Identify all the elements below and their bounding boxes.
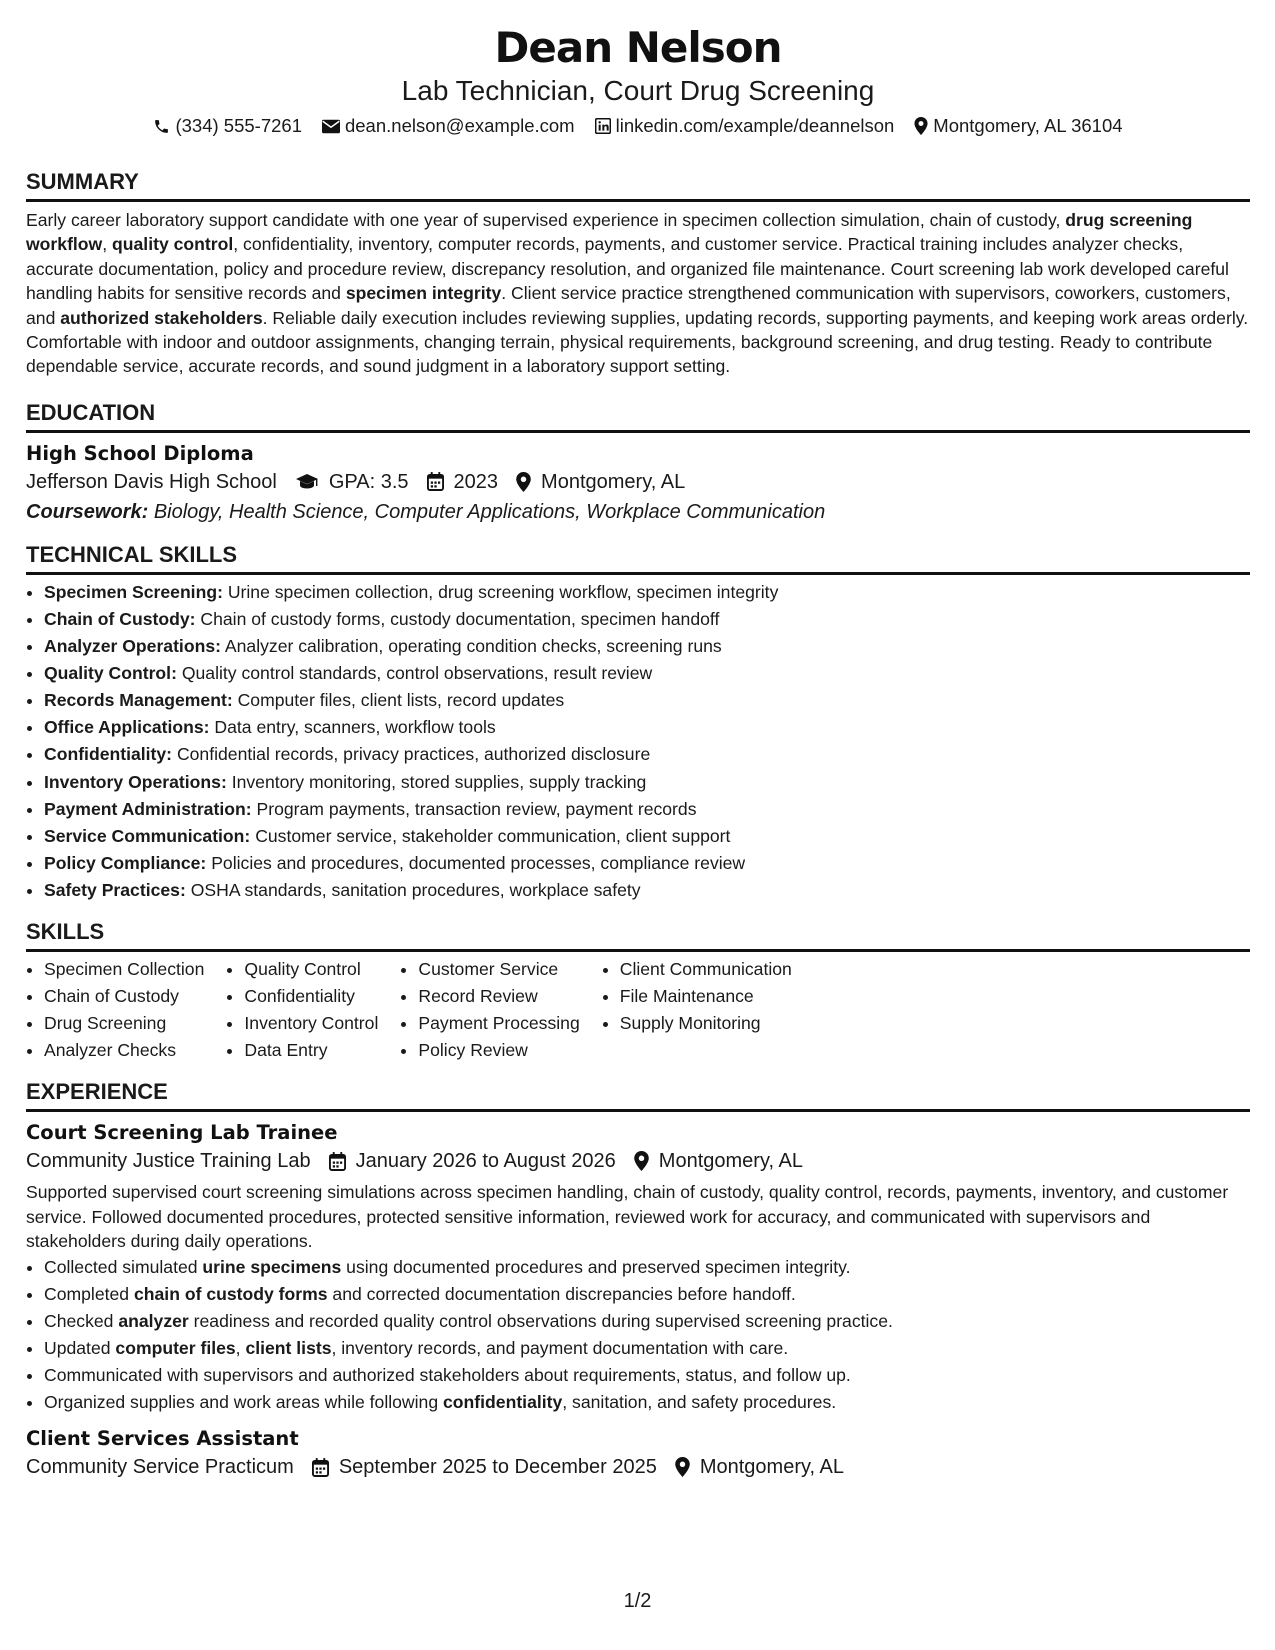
- calendar-icon: [312, 1458, 329, 1477]
- list-item: • Record Review: [418, 983, 579, 1010]
- text-run: using documented procedures and preserved specimen integrity.: [341, 1256, 851, 1277]
- list-item: [44, 714, 1250, 741]
- contact-linkedin[interactable]: [595, 114, 895, 138]
- job-org: Community Justice Training Lab: [26, 1150, 311, 1173]
- skill-text: Policies and procedures, documented processes, compliance review: [211, 852, 746, 873]
- job-description: Supported supervised court screening simulations across specimen handling, chain of custody, quality control, records, payments, inventory, and customer service. Followed documented procedures, protected sensitive information, reviewed work for accuracy, and communicated with supervisors and stakeholders during daily operations.: [26, 1182, 1229, 1252]
- graduation-cap-icon: [295, 473, 319, 491]
- list-item: [44, 769, 1250, 796]
- skill-label: Office Applications:: [44, 717, 210, 738]
- skill-text: Analyzer calibration, operating condition checks, screening runs: [224, 636, 722, 657]
- skill-label: Specimen Screening:: [44, 581, 223, 602]
- job-dates: January 2026 to August 2026: [355, 1150, 616, 1173]
- school-name: Jefferson Davis High School: [26, 470, 277, 493]
- list-item: [44, 796, 1250, 823]
- list-item: • Analyzer Checks: [44, 1037, 204, 1064]
- job-entry: [26, 1120, 1250, 1416]
- contact-email[interactable]: [322, 114, 575, 138]
- skill-text: Customer service, stakeholder communication, client support: [255, 825, 731, 846]
- degree-title: High School Diploma: [26, 441, 254, 465]
- job-location-group: [675, 1452, 844, 1482]
- text-run: Early career laboratory support candidate with one year of supervised experience in specimen collection simulation, chain of custody,: [26, 210, 1066, 230]
- summary-text: [26, 208, 1250, 379]
- candidate-name: Dean Nelson: [494, 23, 782, 72]
- coursework: [26, 497, 1250, 527]
- list-item: [44, 877, 1250, 904]
- linkedin-icon: [595, 118, 611, 134]
- emphasis-text: analyzer: [118, 1310, 189, 1331]
- contact-phone: [153, 114, 302, 138]
- text-run: readiness and recorded quality control observations during supervised screening practice.: [188, 1310, 893, 1331]
- year-text: 2023: [453, 470, 499, 493]
- text-run: and corrected documentation discrepancies before handoff.: [327, 1283, 796, 1304]
- list-item: • Customer Service: [418, 956, 579, 983]
- resume-header: [26, 0, 1250, 138]
- list-item: [44, 823, 1250, 850]
- contact-location: [914, 114, 1122, 138]
- job-meta: [26, 1452, 1250, 1482]
- list-item: [44, 579, 1250, 606]
- job-dates-group: [312, 1452, 657, 1482]
- list-item: [44, 633, 1250, 660]
- gpa-text: GPA: 3.5: [328, 470, 409, 493]
- skills-heading: SKILLS: [26, 918, 1250, 952]
- emphasis-text: confidentiality: [443, 1392, 563, 1413]
- list-item: • Client Communication: [620, 956, 792, 983]
- job-dates: September 2025 to December 2025: [338, 1456, 657, 1479]
- edu-location-group: [516, 467, 685, 497]
- list-item: • Drug Screening: [44, 1010, 204, 1037]
- skill-text: Computer files, client lists, record updates: [237, 690, 565, 711]
- job-bullets: [26, 1254, 1250, 1417]
- list-item: [44, 1389, 1250, 1416]
- skill-text: Inventory monitoring, stored supplies, supply tracking: [231, 771, 647, 792]
- skill-text: Urine specimen collection, drug screening workflow, specimen integrity: [227, 581, 779, 602]
- location-text: Montgomery, AL 36104: [933, 115, 1123, 136]
- education-section: [26, 399, 1250, 527]
- experience-section: [26, 1078, 1250, 1482]
- skill-text: Program payments, transaction review, payment records: [256, 798, 697, 819]
- list-item: • Data Entry: [244, 1037, 378, 1064]
- emphasis-text: specimen integrity: [345, 283, 502, 304]
- list-item: [44, 1254, 1250, 1281]
- skill-text: Chain of custody forms, custody documentation, specimen handoff: [200, 608, 720, 629]
- job-org: Community Service Practicum: [26, 1456, 294, 1479]
- skill-label: Payment Administration:: [44, 798, 252, 819]
- technical-skills-section: [26, 541, 1250, 904]
- summary-section: [26, 168, 1250, 379]
- skill-label: Service Communication:: [44, 825, 251, 846]
- skill-label: Records Management:: [44, 690, 233, 711]
- skills-section: [26, 918, 1250, 1064]
- technical-skills-list: [26, 579, 1250, 904]
- map-pin-icon: [516, 472, 531, 492]
- list-item: • Chain of Custody: [44, 983, 204, 1010]
- phone-icon: [153, 118, 170, 135]
- text-run: Collected simulated: [44, 1256, 203, 1277]
- skills-column: [226, 956, 378, 1064]
- emphasis-text: quality control: [112, 234, 234, 255]
- skill-label: Quality Control:: [44, 663, 177, 684]
- list-item: [44, 1281, 1250, 1308]
- list-item: [44, 660, 1250, 687]
- text-run: Organized supplies and work areas while following: [44, 1392, 444, 1413]
- list-item: [44, 1362, 1250, 1389]
- text-run: ,: [102, 234, 113, 255]
- list-item: • File Maintenance: [620, 983, 792, 1010]
- skill-label: Policy Compliance:: [44, 852, 207, 873]
- linkedin-text: linkedin.com/example/deannelson: [615, 115, 895, 136]
- list-item: • Policy Review: [418, 1037, 579, 1064]
- job-dates-group: [329, 1146, 616, 1176]
- coursework-label: Coursework:: [26, 500, 149, 523]
- coursework-text: Biology, Health Science, Computer Applications, Workplace Communication: [153, 500, 826, 523]
- skills-column: [26, 956, 204, 1064]
- map-pin-icon: [914, 117, 928, 135]
- job-location: Montgomery, AL: [658, 1150, 803, 1173]
- emphasis-text: drug screening workflow: [26, 210, 1193, 255]
- map-pin-icon: [675, 1457, 690, 1477]
- emphasis-text: chain of custody forms: [133, 1283, 328, 1304]
- text-run: . Reliable daily execution includes reviewing supplies, updating records, supporting payments, and keeping work areas orderly. Comfortable with indoor and outdoor assignments, changing terrain, physical requirements, background screening, and drug testing. Ready to contribute dependable service, accurate records, and sound judgment in a laboratory support setting.: [26, 307, 1249, 377]
- job-location: Montgomery, AL: [699, 1456, 844, 1479]
- calendar-icon: [427, 472, 444, 491]
- skill-label: Chain of Custody:: [44, 608, 196, 629]
- phone-text: (334) 555-7261: [175, 115, 302, 136]
- technical-skills-heading: TECHNICAL SKILLS: [26, 541, 1250, 575]
- text-run: , confidentiality, inventory, computer records, payments, and customer service. Practical training includes analyzer checks, accurate documentation, policy and procedure review, discrepancy resolution, and organized file maintenance. Court screening lab work developed careful handling habits for sensitive records and: [26, 234, 1229, 304]
- resume-page: [26, 0, 1250, 1482]
- list-item: • Supply Monitoring: [620, 1010, 792, 1037]
- emphasis-text: client lists: [245, 1337, 332, 1358]
- page-number: 1/2: [623, 1590, 652, 1612]
- education-heading: EDUCATION: [26, 399, 1250, 433]
- job-title: Lab Technician, Court Drug Screening: [401, 75, 875, 106]
- skill-label: Confidentiality:: [44, 744, 173, 765]
- list-item: [44, 1308, 1250, 1335]
- skills-column: [400, 956, 579, 1064]
- list-item: • Specimen Collection: [44, 956, 204, 983]
- text-run: ,: [235, 1337, 246, 1358]
- list-item: [44, 1335, 1250, 1362]
- list-item: • Inventory Control: [244, 1010, 378, 1037]
- envelope-icon: [322, 119, 340, 134]
- text-run: , inventory records, and payment documentation with care.: [331, 1337, 789, 1358]
- job-title: Client Services Assistant: [26, 1427, 299, 1451]
- list-item: [44, 741, 1250, 768]
- list-item: • Quality Control: [244, 956, 378, 983]
- skill-label: Inventory Operations:: [44, 771, 227, 792]
- list-item: • Payment Processing: [418, 1010, 579, 1037]
- skill-text: Data entry, scanners, workflow tools: [214, 717, 496, 738]
- text-run: . Client service practice strengthened communication with supervisors, coworkers, customers, and: [26, 283, 1231, 328]
- emphasis-text: authorized stakeholders: [60, 307, 263, 328]
- gpa-group: [295, 467, 409, 497]
- skill-label: Analyzer Operations:: [44, 636, 221, 657]
- skills-column: [602, 956, 792, 1064]
- job-title: Court Screening Lab Trainee: [26, 1121, 338, 1145]
- skills-grid: [26, 956, 1250, 1064]
- email-text: dean.nelson@example.com: [344, 115, 575, 136]
- job-location-group: [634, 1146, 803, 1176]
- skill-text: OSHA standards, sanitation procedures, workplace safety: [190, 879, 641, 900]
- list-item: • Confidentiality: [244, 983, 378, 1010]
- skill-label: Safety Practices:: [44, 879, 186, 900]
- year-group: [427, 467, 499, 497]
- text-run: Communicated with supervisors and authorized stakeholders about requirements, status, and follow up.: [44, 1364, 851, 1385]
- skill-text: Quality control standards, control observations, result review: [181, 663, 653, 684]
- summary-heading: SUMMARY: [26, 168, 1250, 202]
- job-entry: [26, 1426, 1250, 1482]
- contact-bar: [26, 114, 1250, 138]
- skill-text: Confidential records, privacy practices, authorized disclosure: [176, 744, 651, 765]
- education-meta: [26, 467, 1250, 497]
- list-item: [44, 687, 1250, 714]
- emphasis-text: computer files: [115, 1337, 236, 1358]
- emphasis-text: urine specimens: [202, 1256, 342, 1277]
- text-run: , sanitation, and safety procedures.: [562, 1392, 837, 1413]
- edu-location-text: Montgomery, AL: [541, 470, 686, 493]
- list-item: [44, 606, 1250, 633]
- text-run: Updated: [44, 1337, 116, 1358]
- job-meta: [26, 1146, 1250, 1176]
- experience-heading: EXPERIENCE: [26, 1078, 1250, 1112]
- map-pin-icon: [634, 1151, 649, 1171]
- text-run: Checked: [44, 1310, 119, 1331]
- text-run: Completed: [44, 1283, 134, 1304]
- calendar-icon: [329, 1152, 346, 1171]
- list-item: [44, 850, 1250, 877]
